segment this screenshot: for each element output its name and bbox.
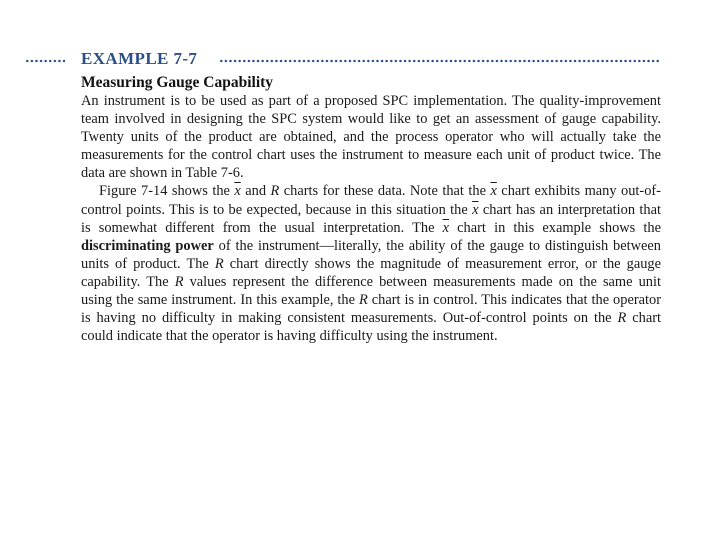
r-symbol: R	[358, 292, 368, 309]
example-body	[81, 74, 661, 345]
text-run: and	[240, 183, 271, 200]
text-run: chart exhibits many out-of-control points. This is to be expected, because in this situation the	[81, 183, 661, 218]
r-symbol: R	[270, 183, 280, 200]
x-bar-symbol: $\overline{x}$	[442, 219, 450, 236]
text-run: of the instrument—literally, the ability of the gauge to distinguish between units of product. The	[81, 237, 661, 272]
x-bar-symbol: $\overline{x}$	[234, 183, 241, 200]
x-bar-symbol: $\overline{x}$	[490, 183, 497, 200]
text-run: chart has an interpretation that is somewhat different from the usual interpretation. The	[81, 201, 661, 236]
text-run: values represent the difference between measurements made on the same unit using the same instrument. In this example, the	[81, 273, 661, 309]
text-run: Figure 7-14 shows the	[99, 183, 235, 200]
paragraph-discussion	[81, 182, 661, 345]
dotted-rule-left	[25, 59, 65, 63]
x-bar-symbol: $\overline{x}$	[472, 201, 479, 218]
text-run: charts for these data. Note that the	[279, 183, 491, 200]
r-symbol: R	[174, 273, 184, 290]
key-term: discriminating power	[81, 237, 214, 254]
paragraph-intro: An instrument is to be used as part of a proposed SPC implementation. The quality-improvement team involved in designing the SPC system would like to get an assessment of gauge capability. Twenty units of the product are obtained, and the process operator who will actually take the measurements for the control chart uses the instrument to measure each unit of product twice. The data are shown in Table 7-6.	[81, 93, 661, 182]
example-title: Measuring Gauge Capability	[81, 74, 274, 91]
example-label: EXAMPLE 7-7	[81, 49, 198, 68]
example-header	[25, 48, 665, 76]
text-run: chart could indicate that the operator is having difficulty using the instrument.	[81, 310, 662, 345]
r-symbol: R	[214, 255, 224, 272]
r-symbol: R	[617, 310, 627, 327]
text-run: chart in this example shows the	[449, 219, 661, 236]
text-run: chart directly shows the magnitude of measurement error, or the gauge capability. The	[81, 255, 661, 290]
dotted-rule-right	[219, 59, 659, 63]
text-run: chart is in control. This indicates that the operator is having no difficulty in making consistent measurements. Out-of-control points on the	[81, 292, 661, 327]
